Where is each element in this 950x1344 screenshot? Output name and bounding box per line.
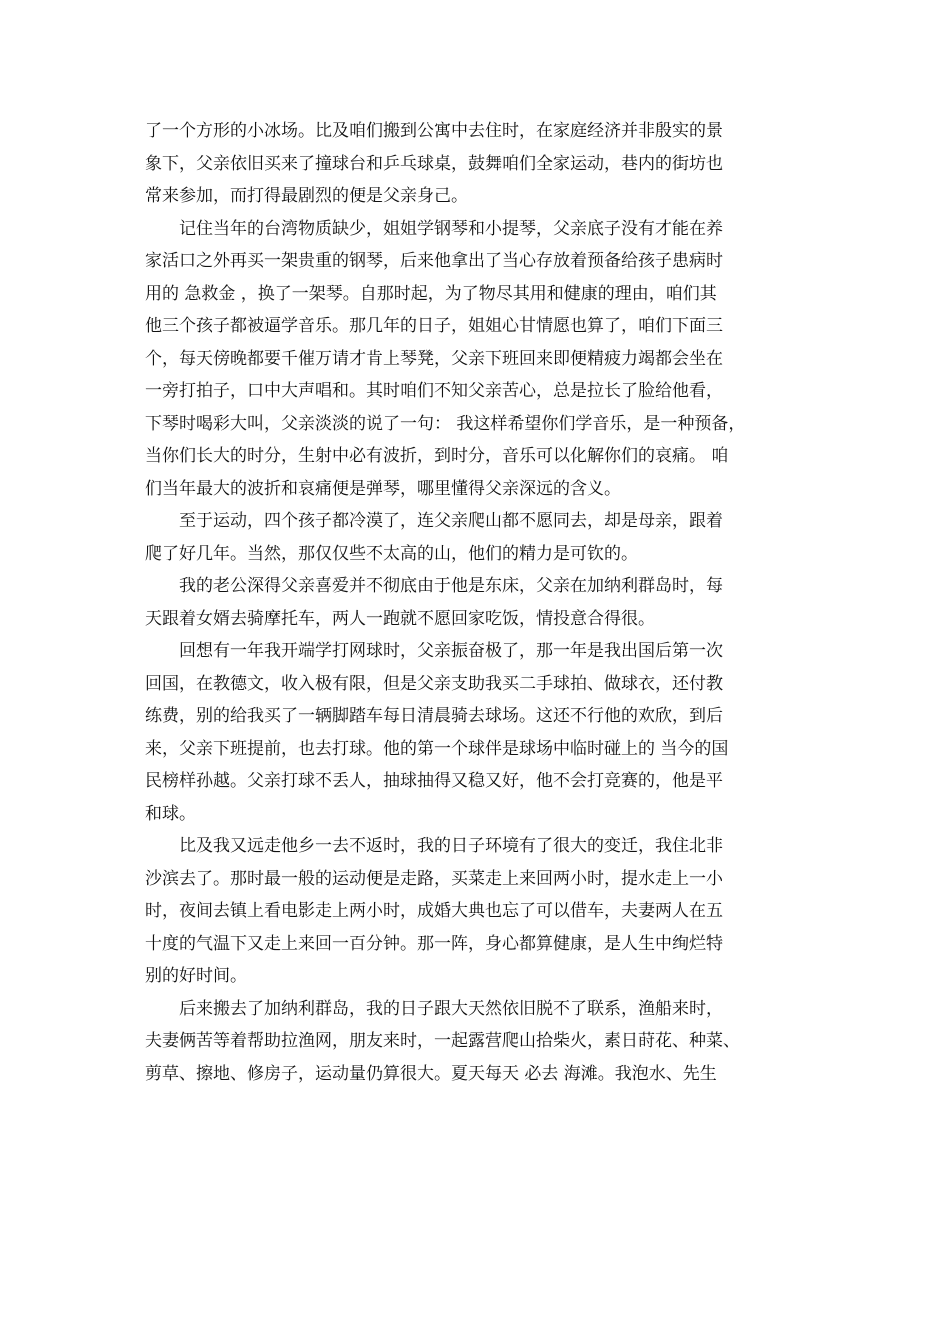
text-line: 夫妻俩苦等着帮助拉渔网，朋友来时，一起露营爬山拾柴火，素日莳花、种菜、 [145, 1031, 740, 1051]
text-line: 回国，在教德文，收入极有限，但是父亲支助我买二手球拍、做球衣，还付教 [145, 673, 723, 694]
text-line: 他三个孩子都被逼学音乐。那几年的日子，姐姐心甘情愿也算了，咱们下面三 [145, 316, 723, 336]
text-line: 下琴时喝彩大叫，父亲淡淡的说了一句： 我这样希望你们学音乐，是一种预备， [145, 413, 746, 434]
document-body [145, 115, 805, 1090]
text-line: 常来参加，而打得最剧烈的便是父亲身己。 [145, 186, 468, 206]
text-line: 家活口之外再买一架贵重的钢琴，后来他拿出了当心存放着预备给孩子患病时 [145, 251, 723, 271]
text-line: 我的老公深得父亲喜爱并不彻底由于他是东床，父亲在加纳利群岛时，每 [145, 576, 723, 596]
text-line: 后来搬去了加纳利群岛，我的日子跟大天然依旧脱不了联系，渔船来时， [145, 998, 723, 1019]
text-line: 用的 急救金 ，换了一架琴。自那时起，为了物尽其用和健康的理由，咱们其 [145, 283, 717, 304]
text-line: 天跟着女婿去骑摩托车，两人一跑就不愿回家吃饭，情投意合得很。 [145, 608, 655, 629]
text-line: 回想有一年我开端学打网球时，父亲振奋极了，那一年是我出国后第一次 [145, 641, 723, 661]
text-line: 来，父亲下班提前，也去打球。他的第一个球伴是球场中临时碰上的 当今的国 [145, 738, 729, 759]
text-line: 了一个方形的小冰场。比及咱们搬到公寓中去住时，在家庭经济并非殷实的景 [145, 121, 723, 141]
text-line: 当你们长大的时分，生射中必有波折，到时分，音乐可以化解你们的哀痛。 咱 [145, 446, 729, 466]
text-line: 们当年最大的波折和哀痛便是弹琴，哪里懂得父亲深远的含义。 [145, 478, 621, 499]
text-line: 个，每天傍晚都要千催万请才肯上琴凳，父亲下班回来即便精疲力竭都会坐在 [145, 348, 723, 369]
text-line: 一旁打拍子，口中大声唱和。其时咱们不知父亲苦心，总是拉长了脸给他看， [145, 381, 723, 401]
text-line: 民榜样孙越。父亲打球不丢人，抽球抽得又稳又好，他不会打竞赛的，他是平 [145, 771, 723, 791]
text-line: 和球。 [145, 803, 196, 824]
text-line: 记住当年的台湾物质缺少，姐姐学钢琴和小提琴，父亲底子没有才能在养 [145, 218, 723, 239]
text-line: 爬了好几年。当然，那仅仅些不太高的山，他们的精力是可钦的。 [145, 543, 638, 564]
text-line: 象下，父亲依旧买来了撞球台和乒乓球桌，鼓舞咱们全家运动，巷内的街坊也 [145, 153, 723, 174]
text-line: 沙滨去了。那时最一般的运动便是走路，买菜走上来回两小时，提水走上一小 [145, 868, 723, 889]
text-line: 至于运动，四个孩子都冷漠了，连父亲爬山都不愿同去，却是母亲，跟着 [145, 511, 723, 531]
text-line: 练费，别的给我买了一辆脚踏车每日清晨骑去球场。这还不行他的欢欣，到后 [145, 706, 723, 726]
text-line: 十度的气温下又走上来回一百分钟。那一阵，身心都算健康，是人生中绚烂特 [145, 933, 723, 954]
text-line: 比及我又远走他乡一去不返时，我的日子环境有了很大的变迁，我住北非 [145, 836, 723, 856]
text-line: 别的好时间。 [145, 966, 247, 986]
text-line: 时，夜间去镇上看电影走上两小时，成婚大典也忘了可以借车，夫妻两人在五 [145, 901, 723, 921]
text-line: 剪草、擦地、修房子，运动量仍算很大。夏天每天 必去 海滩。我泡水、先生 [145, 1063, 717, 1084]
